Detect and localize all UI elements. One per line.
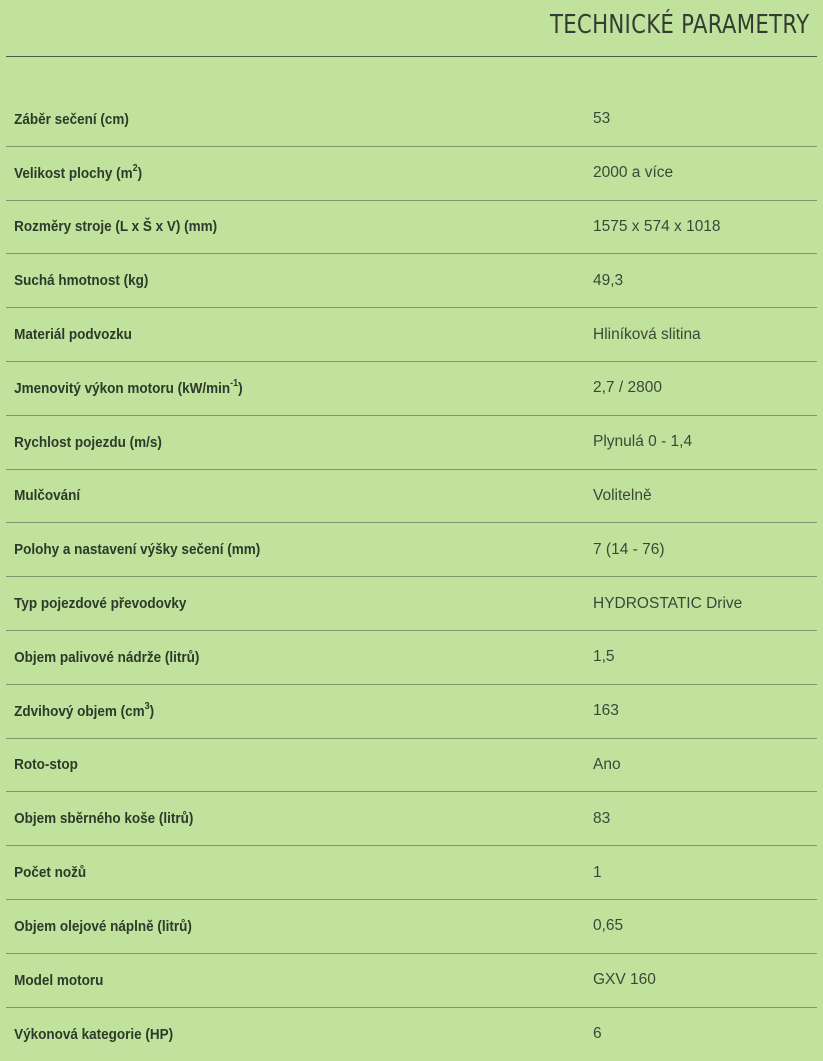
parameter-label-text: Mulčování — [14, 487, 81, 505]
parameter-row — [6, 362, 817, 416]
parameter-value: 83 — [593, 809, 611, 827]
parameter-value: 53 — [593, 110, 611, 128]
parameter-label — [6, 918, 527, 935]
parameter-label-text: Zdvihový objem (cm — [14, 702, 145, 720]
parameter-label — [6, 1026, 527, 1043]
parameter-label — [6, 218, 527, 235]
parameter-row — [6, 900, 817, 954]
parameter-value: 163 — [593, 702, 619, 720]
parameter-value: 1,5 — [593, 648, 615, 666]
parameter-row — [6, 147, 817, 201]
parameter-value: 1575 x 574 x 1018 — [593, 217, 721, 235]
parameter-row — [6, 577, 817, 631]
parameter-row — [6, 954, 817, 1008]
parameter-value: HYDROSTATIC Drive — [593, 594, 743, 612]
parameter-label — [6, 326, 527, 343]
parameter-label-text: Typ pojezdové převodovky — [14, 595, 187, 613]
parameter-value: 2000 a více — [593, 164, 674, 182]
parameter-row — [6, 792, 817, 846]
parameter-label-tail: ) — [137, 164, 143, 182]
parameter-label — [6, 272, 527, 289]
parameter-label-text: Výkonová kategorie (HP) — [14, 1025, 174, 1043]
parameter-label — [6, 756, 527, 773]
parameter-row — [6, 523, 817, 577]
parameter-label — [6, 162, 527, 182]
parameter-row — [6, 308, 817, 362]
parameter-label-text: Počet nožů — [14, 864, 87, 882]
parameter-value: Ano — [593, 755, 621, 773]
parameter-row — [6, 739, 817, 793]
parameter-label — [6, 434, 527, 451]
parameter-value: Volitelně — [593, 486, 652, 504]
technical-parameters-table — [6, 93, 817, 1061]
parameter-label-text: Objem olejové náplně (litrů) — [14, 917, 192, 935]
parameter-label — [6, 487, 527, 504]
parameter-row — [6, 254, 817, 308]
parameter-label-text: Objem sběrného koše (litrů) — [14, 810, 194, 828]
parameter-label-text: Jmenovitý výkon motoru (kW/min — [14, 379, 231, 397]
parameter-value: 2,7 / 2800 — [593, 379, 662, 397]
parameter-label-superscript: 3 — [144, 700, 150, 712]
section-header — [6, 0, 817, 57]
parameter-row — [6, 685, 817, 739]
parameter-label-text: Polohy a nastavení výšky sečení (mm) — [14, 541, 261, 559]
parameter-value: 7 (14 - 76) — [593, 540, 665, 558]
parameter-label-text: Objem palivové nádrže (litrů) — [14, 648, 200, 666]
parameter-label — [6, 595, 527, 612]
parameter-row — [6, 470, 817, 524]
parameter-label-text: Rychlost pojezdu (m/s) — [14, 433, 162, 451]
parameter-label — [6, 864, 527, 881]
parameter-label-tail: ) — [238, 379, 243, 397]
parameter-row — [6, 416, 817, 470]
parameter-row — [6, 1008, 817, 1061]
parameter-value: 6 — [593, 1025, 602, 1043]
parameter-label — [6, 972, 527, 989]
parameter-label — [6, 111, 527, 128]
parameter-value: 1 — [593, 863, 602, 881]
parameter-label-superscript: 2 — [132, 162, 138, 174]
parameter-label — [6, 700, 527, 720]
parameter-label — [6, 649, 527, 666]
parameter-row — [6, 93, 817, 147]
parameter-value: Hliníková slitina — [593, 325, 701, 343]
parameter-value: 0,65 — [593, 917, 624, 935]
parameter-value: 49,3 — [593, 271, 624, 289]
parameter-label-text: Záběr sečení (cm) — [14, 110, 129, 128]
page-title: TECHNICKÉ PARAMETRY — [549, 10, 809, 40]
parameter-row — [6, 631, 817, 685]
parameter-label-text: Velikost plochy (m — [14, 164, 133, 182]
parameter-label — [6, 377, 527, 397]
parameter-label-text: Materiál podvozku — [14, 326, 132, 344]
parameter-label-superscript: -1 — [230, 377, 239, 389]
parameter-value: Plynulá 0 - 1,4 — [593, 433, 693, 451]
parameter-label-text: Roto-stop — [14, 756, 78, 774]
parameter-label — [6, 541, 527, 558]
parameter-label-text: Suchá hmotnost (kg) — [14, 272, 149, 290]
parameter-label-text: Model motoru — [14, 971, 104, 989]
parameter-value: GXV 160 — [593, 971, 656, 989]
parameter-row — [6, 201, 817, 255]
parameter-label-tail: ) — [149, 702, 155, 720]
parameter-row — [6, 846, 817, 900]
parameter-label-text: Rozměry stroje (L x Š x V) (mm) — [14, 218, 218, 236]
header-spacer — [0, 57, 823, 93]
parameter-label — [6, 810, 527, 827]
